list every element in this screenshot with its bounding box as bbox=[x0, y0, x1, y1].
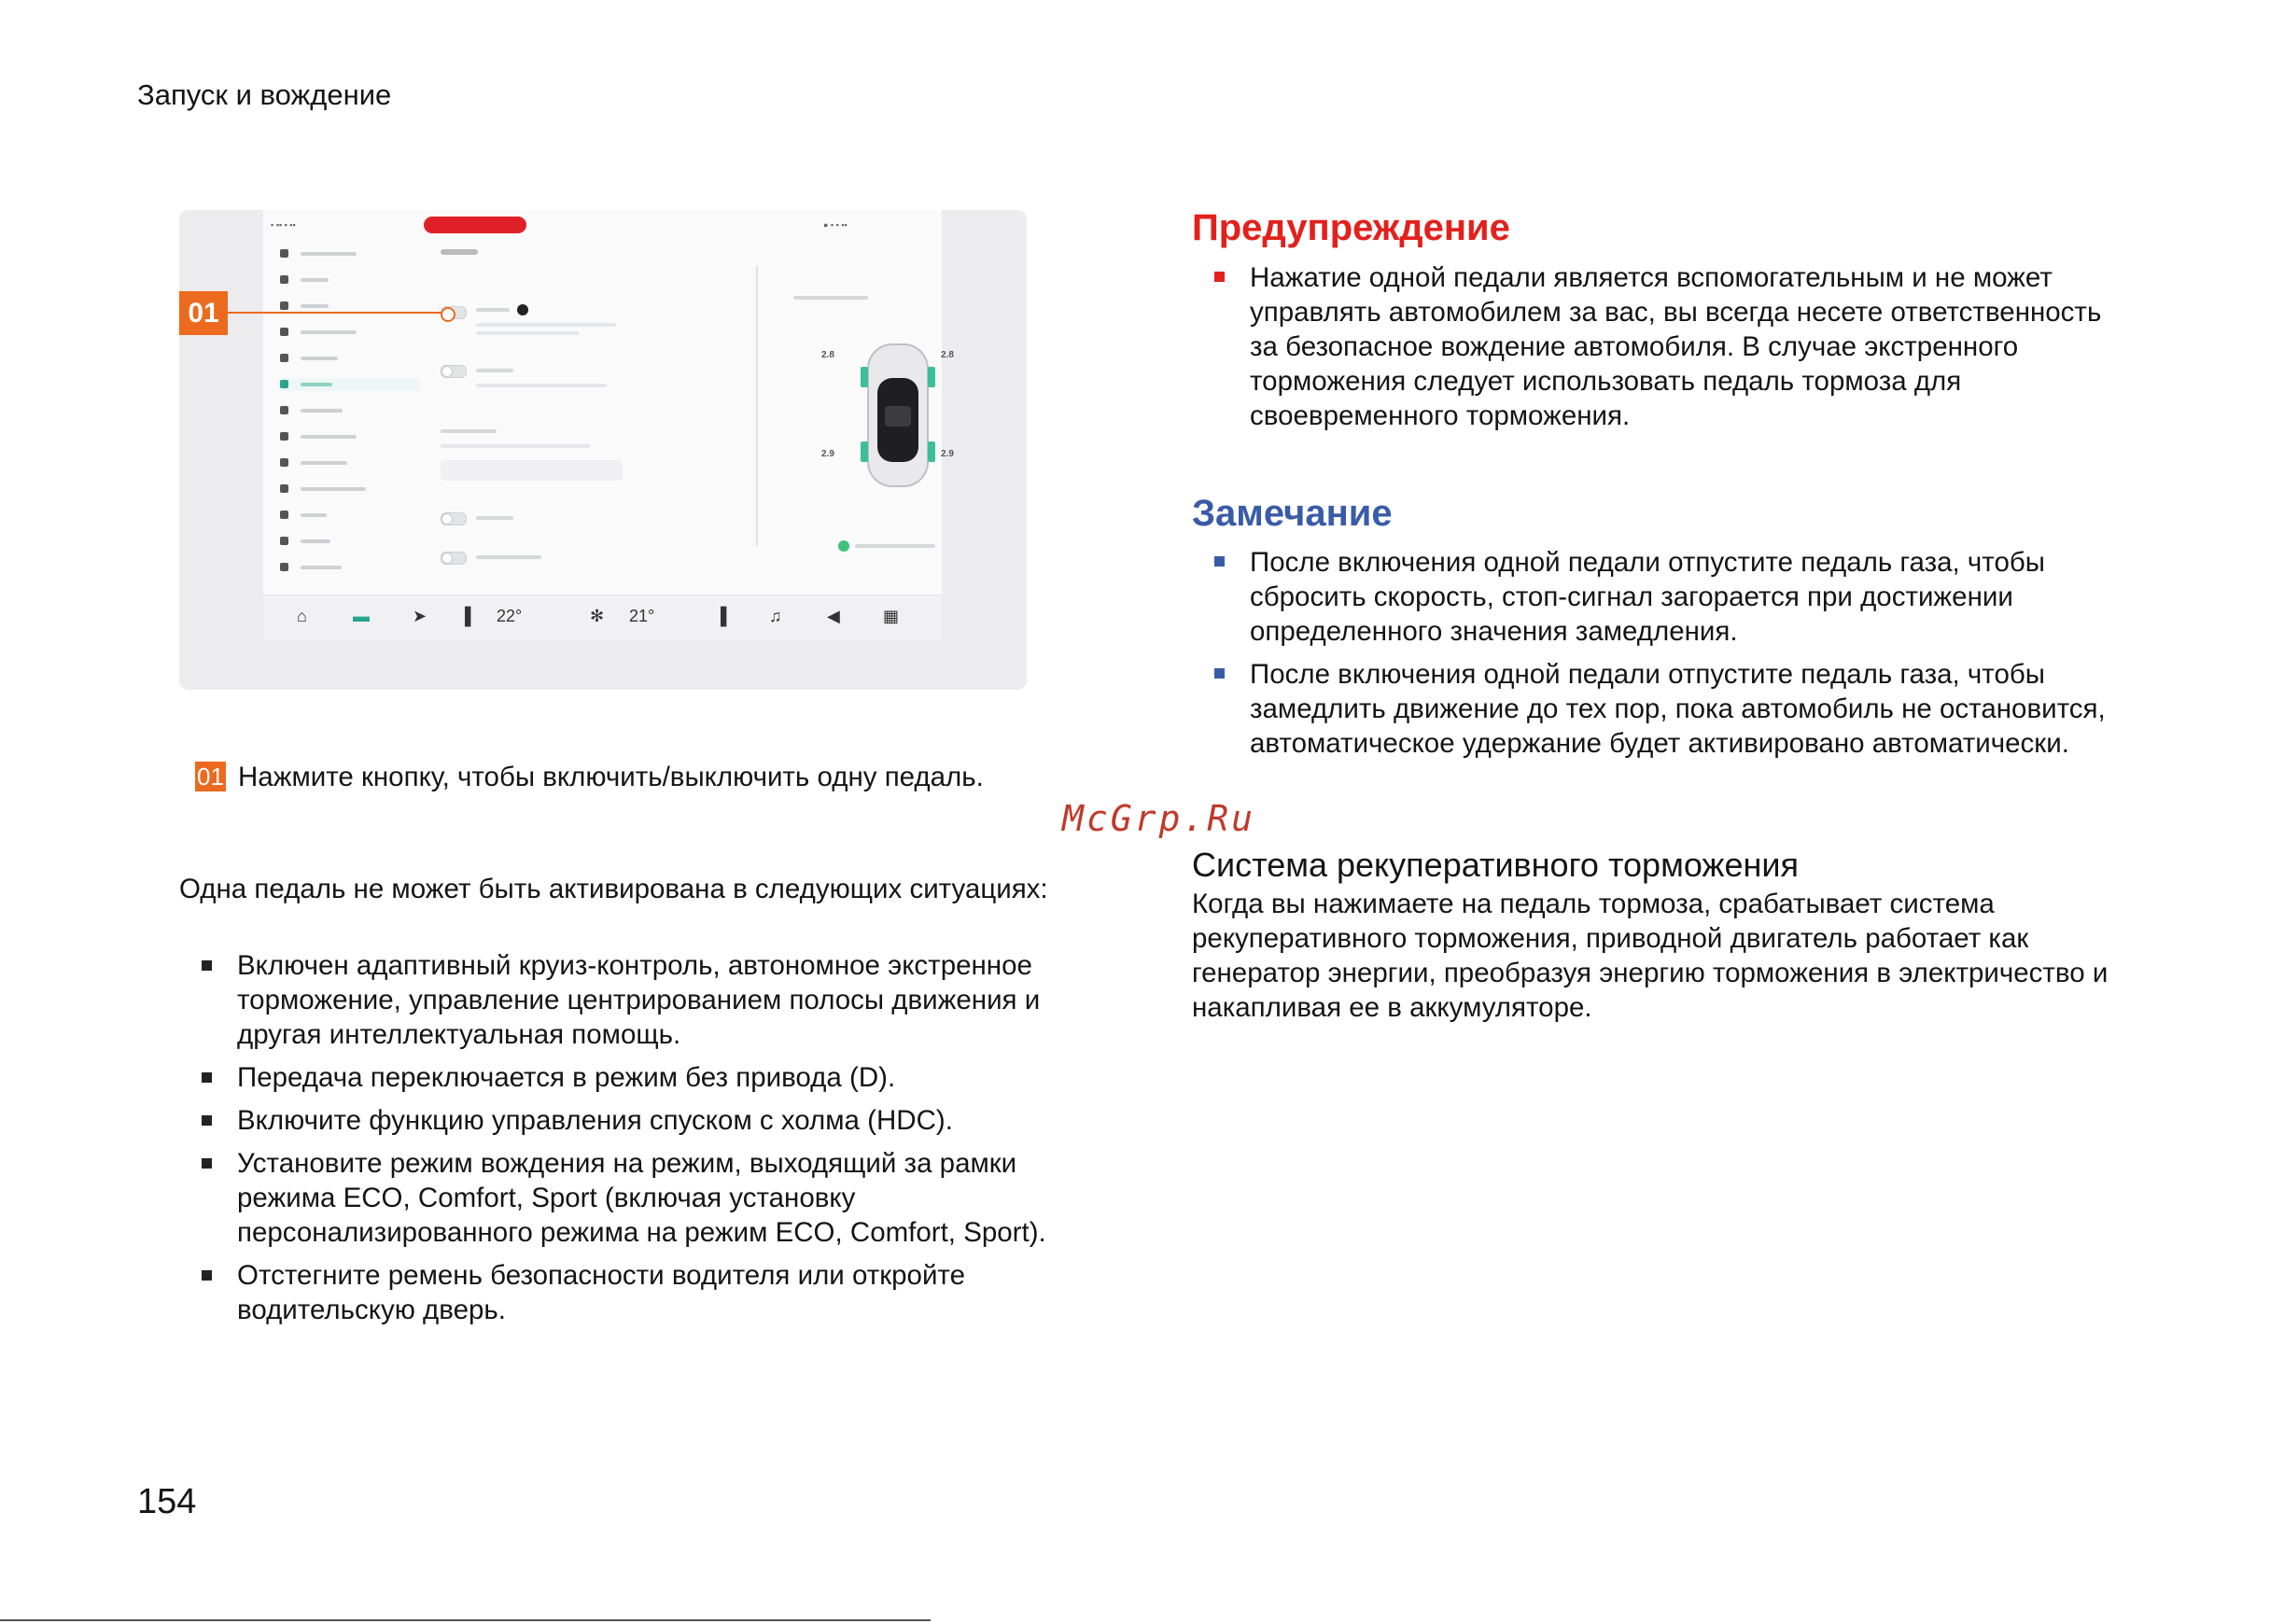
section-paragraph: Когда вы нажимаете на педаль тормоза, срабатывает система рекуперативного торможения, приводной двигатель работает как генератор энергии, преобразуя энергию торможения в электричество и накапливая ее в аккумуляторе. bbox=[1192, 889, 2109, 1023]
temp-left[interactable]: 22° bbox=[497, 607, 523, 625]
callout-badge: 01 bbox=[179, 291, 228, 335]
list-item: Отстегните ремень безопасности водителя или откройте водительскую дверь. bbox=[179, 1258, 1113, 1327]
home-icon[interactable]: ⌂ bbox=[297, 607, 307, 625]
seat-right-icon[interactable]: ▌ bbox=[721, 607, 733, 625]
callout-line bbox=[228, 312, 442, 314]
warning-heading: Предупреждение bbox=[1192, 207, 1510, 248]
conditions-list bbox=[179, 948, 1113, 1336]
tire-pressure-rr: 2.9 bbox=[941, 449, 954, 459]
settings-sidebar bbox=[263, 247, 413, 583]
warning-list bbox=[1192, 260, 2125, 441]
list-item: Установите режим вождения на режим, выходящий за рамки режима ECO, Comfort, Sport (включая установку персонализированного режима на режим ECO, Comfort, Sport). bbox=[179, 1146, 1113, 1250]
tire-pressure-rl: 2.9 bbox=[821, 449, 834, 459]
watermark: McGrp.Ru bbox=[1062, 798, 1256, 839]
setting-toggle[interactable] bbox=[441, 512, 467, 525]
list-item: Включите функцию управления спуском с холма (HDC). bbox=[179, 1103, 1113, 1138]
setting-toggle[interactable] bbox=[441, 552, 467, 565]
footer-rule bbox=[0, 1619, 931, 1621]
caption-badge: 01 bbox=[197, 763, 224, 791]
list-item: Нажатие одной педали является вспомогательным и не может управлять автомобилем за вас, вы всегда несете ответственность за безопасное вождение автомобиля. В случае экстренного торможения следует использовать педаль тормоза для своевременного торможения. bbox=[1192, 260, 2125, 433]
page-number: 154 bbox=[137, 1482, 197, 1521]
temp-right[interactable]: 21° bbox=[629, 607, 655, 625]
running-header: Запуск и вождение bbox=[137, 78, 392, 111]
settings-title bbox=[441, 249, 478, 255]
fan-icon[interactable]: ✻ bbox=[590, 607, 605, 625]
divider bbox=[756, 266, 758, 546]
list-item: После включения одной педали отпустите педаль газа, чтобы замедлить движение до тех пор, пока автомобиль не остановится, автоматическое удержание будет активировано автоматически. bbox=[1192, 657, 2125, 761]
tire-pressure-fl: 2.8 bbox=[821, 350, 834, 360]
music-icon[interactable]: ♫ bbox=[769, 607, 782, 625]
list-item: Включен адаптивный круиз-контроль, автономное экстренное торможение, управление центрированием полосы движения и другая интеллектуальная помощь. bbox=[179, 948, 1113, 1052]
status-icons: ▪ ▪▪ ▪ ▪▪ bbox=[271, 220, 296, 230]
info-icon[interactable] bbox=[517, 304, 528, 315]
navigation-icon[interactable]: ➤ bbox=[413, 607, 427, 625]
callout-dot bbox=[441, 307, 455, 322]
sidebar-item-driving[interactable] bbox=[280, 378, 420, 391]
note-heading: Замечание bbox=[1192, 493, 1393, 534]
car-top-view-icon bbox=[861, 341, 935, 490]
user-icon: ● ▪ ▪ ▪▪ bbox=[823, 220, 848, 230]
note-list bbox=[1192, 545, 2125, 769]
tire-status-icon bbox=[838, 540, 849, 552]
parking-brake-selector[interactable] bbox=[441, 460, 623, 481]
seat-icon[interactable]: ▌ bbox=[465, 607, 477, 625]
tire-pressure-fr: 2.8 bbox=[941, 350, 954, 360]
bottom-dock bbox=[263, 595, 942, 639]
status-bar bbox=[263, 210, 942, 242]
car-icon[interactable]: ▬ bbox=[353, 607, 370, 625]
caption-text: Нажмите кнопку, чтобы включить/выключить одну педаль. bbox=[238, 762, 984, 792]
list-item: После включения одной педали отпустите педаль газа, чтобы сбросить скорость, стоп-сигнал загорается при достижении определенного значения замедления. bbox=[1192, 545, 2125, 649]
section-title: Система рекуперативного торможения bbox=[1192, 846, 1800, 884]
setting-toggle[interactable] bbox=[441, 365, 467, 378]
apps-icon[interactable]: ▦ bbox=[883, 607, 900, 625]
volume-icon[interactable]: ◀ bbox=[827, 607, 840, 625]
status-pill bbox=[424, 217, 526, 233]
list-item: Передача переключается в режим без привода (D). bbox=[179, 1060, 1113, 1095]
intro-paragraph: Одна педаль не может быть активирована в следующих ситуациях: bbox=[179, 874, 1048, 904]
settings-screenshot bbox=[179, 210, 1027, 690]
screen bbox=[263, 210, 954, 635]
